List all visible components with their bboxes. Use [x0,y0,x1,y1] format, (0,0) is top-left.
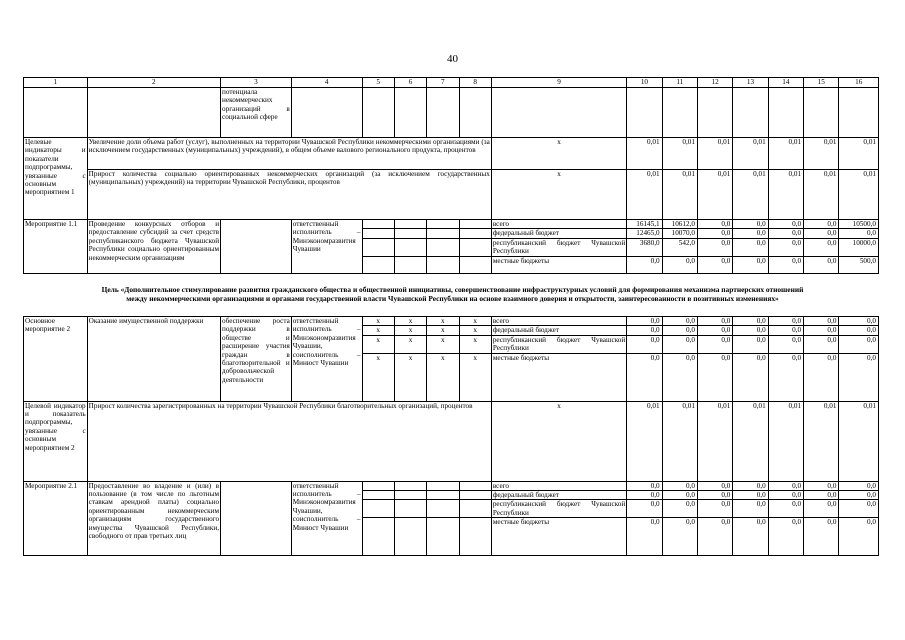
value-cell: 0,0 [697,229,732,238]
value-cell: 16145,1 [627,220,662,229]
value-cell: 0,0 [697,491,732,500]
column-number: 7 [427,78,459,88]
value-cell: 0,01 [627,138,662,170]
indicator-x: x [491,138,626,170]
value-cell: 0,0 [839,481,879,490]
code-cell: x [459,353,491,401]
value-cell: 0,0 [733,220,768,229]
indicator-row [24,401,879,481]
value-cell: 500,0 [839,256,879,273]
value-cell: 0,0 [733,335,768,353]
code-cell: x [459,326,491,335]
indicator-x: x [491,401,626,481]
continuation-text: потенциала некоммерческих организаций в социальной сфере [221,88,292,138]
measure-row [24,317,879,326]
program-table-bottom [23,316,879,556]
value-cell: 0,01 [839,138,879,170]
value-cell: 0,0 [697,220,732,229]
continuation-row [24,88,879,138]
measure-name: Оказание имущественной поддержки [87,317,220,402]
value-cell: 10612,0 [662,220,697,229]
column-number: 11 [662,78,697,88]
value-cell: 0,0 [839,491,879,500]
value-cell: 0,0 [768,317,803,326]
value-cell: 0,0 [804,317,839,326]
value-cell: 0,0 [662,256,697,273]
value-cell: 0,0 [697,238,732,256]
value-cell: 10000,0 [839,238,879,256]
value-cell: 0,0 [839,353,879,401]
value-cell: 0,0 [733,353,768,401]
code-cell: x [427,317,459,326]
value-cell: 0,01 [804,138,839,170]
value-cell: 0,0 [627,256,662,273]
value-cell: 0,01 [839,170,879,220]
value-cell: 542,0 [662,238,697,256]
value-cell: 0,0 [733,256,768,273]
value-cell: 0,0 [804,518,839,556]
value-cell: 0,01 [627,401,662,481]
funding-source: местные бюджеты [491,518,626,556]
value-cell: 0,0 [697,500,732,518]
goal-heading: Цель «Дополнительное стимулирование развития гражданского общества и общественной инициативы, совершенствование инфраструктурных условий для формирования механизма партнерских отношений между некоммерческими организациями и органами государственной власти Чувашской Республики на основе взаимного доверия и открытости, заинтересованности в позитивных изменениях» [101,285,804,303]
funding-source: республиканский бюджет Чувашской Республики [492,238,626,256]
column-number: 12 [697,78,732,88]
column-number: 6 [394,78,426,88]
code-cell: x [427,353,459,401]
value-cell: 0,0 [768,500,803,518]
program-table-top [23,77,879,274]
value-cell: 0,0 [733,500,768,518]
value-cell: 0,0 [662,500,697,518]
value-cell: 0,0 [662,481,697,490]
column-number: 16 [839,78,879,88]
value-cell: 0,01 [768,170,803,220]
code-cell: x [394,317,426,326]
column-number: 13 [733,78,768,88]
value-cell: 0,0 [697,317,732,326]
value-cell: 0,0 [627,481,662,490]
indicator-label: Целевой индикатор и показатель подпрограммы, увязанные с основным мероприятием 2 [24,401,88,481]
indicator-text: Прирост количества зарегистрированных на территории Чувашской Республики благотворительных организаций, процентов [87,401,491,481]
measure-label: Мероприятие 2.1 [24,481,88,556]
value-cell: 0,01 [662,138,697,170]
code-cell: x [362,317,394,326]
funding-source: федеральный бюджет [491,491,626,500]
value-cell: 0,01 [768,138,803,170]
code-cell: x [427,326,459,335]
value-cell: 0,0 [768,491,803,500]
value-cell: 0,0 [733,481,768,490]
measure-row [24,220,879,229]
funding-source: федеральный бюджет [491,229,626,238]
value-cell: 10070,0 [662,229,697,238]
value-cell: 0,0 [733,518,768,556]
code-cell: x [459,317,491,326]
value-cell: 0,0 [804,491,839,500]
indicator-row [24,170,879,220]
value-cell: 0,01 [662,401,697,481]
value-cell: 0,0 [733,238,768,256]
value-cell: 0,0 [662,335,697,353]
value-cell: 0,01 [662,170,697,220]
page-number: 40 [447,53,458,65]
value-cell: 0,0 [768,229,803,238]
value-cell: 0,0 [804,220,839,229]
value-cell: 0,0 [768,335,803,353]
value-cell: 0,01 [733,170,768,220]
value-cell: 0,0 [733,317,768,326]
funding-source: всего [491,481,626,490]
value-cell: 12465,0 [627,229,662,238]
responsible-executor: ответственный исполнитель – Минэкономразвития Чувашии, соисполнитель – Минюст Чувашии [291,481,362,556]
value-cell: 0,0 [627,500,662,518]
value-cell: 0,0 [697,481,732,490]
value-cell: 0,0 [804,229,839,238]
value-cell: 0,0 [839,229,879,238]
funding-source: местные бюджеты [491,256,626,273]
measure-name: Проведение конкурсных отборов и предоставление субсидий за счет средств республиканского бюджета Чувашской Республики социально ориентированным некоммерческим организациям [87,220,220,274]
value-cell: 0,01 [733,401,768,481]
indicator-x: x [491,170,626,220]
measure-goal: обеспечение роста поддержки в обществе и расширение участия граждан в благотворительной и добровольческой деятельности [221,317,292,402]
value-cell: 0,0 [697,256,732,273]
code-cell: x [394,353,426,401]
measure-name: Предоставление во владение и (или) в пользование (в том числе по льготным ставкам арендной платы) социально ориентированным некоммерческим организациям государственного имущества Чувашской Республики, свободного от прав третьих лиц [87,481,220,556]
value-cell: 0,0 [768,481,803,490]
code-cell: x [394,326,426,335]
value-cell: 0,0 [697,326,732,335]
value-cell: 0,01 [697,170,732,220]
value-cell: 0,0 [627,491,662,500]
value-cell: 0,0 [697,335,732,353]
value-cell: 0,0 [839,500,879,518]
indicator-label: Целевые индикаторы и показатели подпрограммы, увязанные с основным мероприятием 1 [24,138,88,220]
value-cell: 0,0 [768,256,803,273]
value-cell: 0,0 [804,256,839,273]
value-cell: 0,0 [768,326,803,335]
funding-source: федеральный бюджет [491,326,626,335]
column-number-row [24,78,879,88]
column-number: 10 [627,78,662,88]
measure-label: Основное мероприятие 2 [24,317,88,402]
funding-source: всего [491,220,626,229]
indicator-text: Прирост количества социально ориентированных некоммерческих организаций (за исключением государственных (муниципальных) учреждений) на территории Чувашской Республики, процентов [87,170,491,220]
value-cell: 0,0 [662,491,697,500]
code-cell: x [427,335,459,353]
value-cell: 0,01 [839,401,879,481]
code-cell: x [362,335,394,353]
value-cell: 0,01 [733,138,768,170]
value-cell: 0,0 [804,326,839,335]
funding-source: республиканский бюджет Чувашской Республики [492,500,626,517]
responsible-executor: ответственный исполнитель – Минэкономразвития Чувашии [291,220,362,274]
value-cell: 0,01 [804,170,839,220]
column-number: 15 [804,78,839,88]
value-cell: 0,0 [804,353,839,401]
value-cell: 0,0 [662,326,697,335]
value-cell: 0,0 [839,326,879,335]
value-cell: 3680,0 [627,238,662,256]
code-cell: x [459,335,491,353]
column-number: 14 [768,78,803,88]
value-cell: 0,0 [804,238,839,256]
value-cell: 0,01 [768,401,803,481]
value-cell: 0,0 [662,353,697,401]
value-cell: 0,0 [627,353,662,401]
value-cell: 0,0 [804,481,839,490]
value-cell: 0,0 [839,317,879,326]
value-cell: 0,0 [697,518,732,556]
value-cell: 0,0 [839,335,879,353]
value-cell: 0,0 [627,518,662,556]
value-cell: 0,01 [697,401,732,481]
value-cell: 0,0 [768,353,803,401]
value-cell: 0,0 [733,326,768,335]
funding-source: республиканский бюджет Чувашской Республики [492,335,626,353]
code-cell: x [394,335,426,353]
column-number: 2 [87,78,220,88]
value-cell: 10500,0 [839,220,879,229]
funding-source: всего [491,317,626,326]
value-cell: 0,0 [733,491,768,500]
responsible-executor: ответственный исполнитель – Минэкономразвития Чувашии, соисполнитель – Минюст Чувашии [291,317,362,402]
value-cell: 0,0 [662,317,697,326]
column-number: 9 [491,78,626,88]
value-cell: 0,01 [804,401,839,481]
measure-label: Мероприятие 1.1 [24,220,88,274]
value-cell: 0,0 [804,500,839,518]
value-cell: 0,0 [839,518,879,556]
column-number: 1 [24,78,88,88]
value-cell: 0,0 [627,335,662,353]
column-number: 5 [362,78,394,88]
value-cell: 0,0 [768,238,803,256]
column-number: 3 [221,78,292,88]
value-cell: 0,0 [627,326,662,335]
value-cell: 0,0 [733,229,768,238]
column-number: 8 [459,78,491,88]
column-number: 4 [291,78,362,88]
value-cell: 0,0 [768,518,803,556]
value-cell: 0,01 [627,170,662,220]
indicator-text: Увеличение доли объема работ (услуг), выполненных на территории Чувашской Республики некоммерческими организациями (за исключением государственных (муниципальных) учреждений), в общем объеме валового регионального продукта, процентов [87,138,491,170]
value-cell: 0,0 [768,220,803,229]
value-cell: 0,0 [697,353,732,401]
value-cell: 0,0 [627,317,662,326]
indicator-row [24,138,879,170]
code-cell: x [362,353,394,401]
value-cell: 0,0 [804,335,839,353]
code-cell: x [362,326,394,335]
funding-source: местные бюджеты [491,353,626,401]
value-cell: 0,0 [662,518,697,556]
measure-row [24,481,879,490]
value-cell: 0,01 [697,138,732,170]
